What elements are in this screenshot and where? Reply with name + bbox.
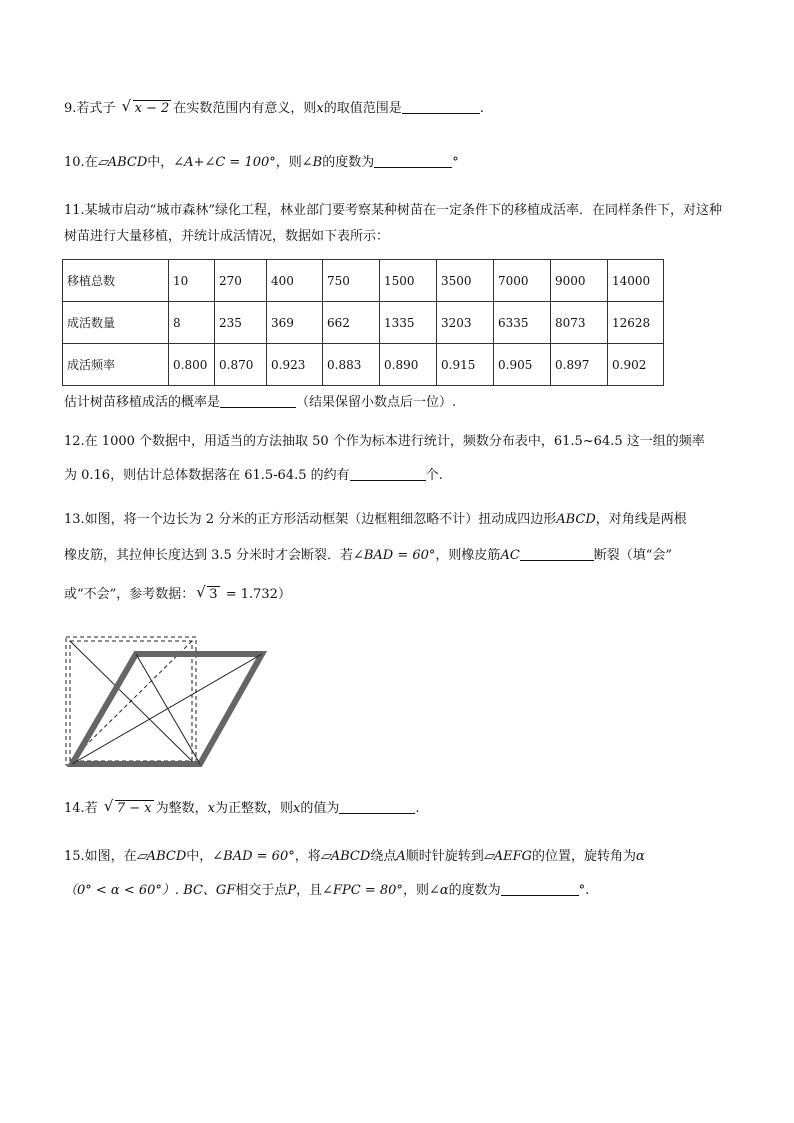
rhombus-diagonal: [136, 654, 200, 764]
q15-angle: ∠BAD = 60°: [212, 849, 295, 864]
q14-number: 14.若: [64, 801, 98, 816]
q11-answer-blank[interactable]: [220, 393, 296, 408]
question-14: [64, 798, 734, 820]
q15-l2-suffix: 的度数为: [448, 883, 501, 898]
q14-mid2: 为正整数，则: [214, 801, 293, 816]
q15-alpha: α: [636, 849, 645, 864]
q12-prefix: 为 0.16，则估计总体数据落在 61.5-64.5 的约有: [64, 468, 350, 483]
table-cell: 12628: [608, 302, 664, 344]
question-12-line2: [64, 465, 734, 487]
q9-sqrt: [122, 98, 172, 120]
question-10: [64, 152, 734, 174]
q9-var: x: [316, 101, 324, 116]
table-cell: 3203: [437, 302, 494, 344]
q13-l3-suffix: ）: [277, 587, 291, 602]
table-row-label: 成活频率: [63, 344, 169, 386]
q14-var: x: [207, 801, 215, 816]
q15-lines: BC、GF: [183, 883, 236, 898]
rhombus-frame-figure: [64, 632, 270, 770]
q10-prefix: 在: [84, 155, 98, 170]
table-cell: 400: [267, 260, 323, 302]
radical-icon: √: [103, 797, 114, 815]
q13-suffix: ，对角线是两根: [595, 512, 687, 527]
q15-l2-mid: .: [174, 883, 184, 898]
table-cell: 0.905: [494, 344, 551, 386]
q15-answer-blank[interactable]: [501, 881, 579, 896]
q10-angle: ∠B: [301, 155, 323, 170]
q10-end: °: [452, 155, 459, 170]
q9-end: .: [479, 101, 484, 116]
table-cell: 3500: [437, 260, 494, 302]
table-cell: 0.923: [267, 344, 323, 386]
q15-l2-mid4: ，则: [402, 883, 429, 898]
q15-shape2: ⏥ABCD: [320, 849, 371, 864]
table-cell: 235: [215, 302, 267, 344]
q14-radicand: 7 − x: [116, 801, 152, 816]
q14-suffix: 的值为: [300, 801, 340, 816]
q15-l2-alpha: ∠α: [428, 883, 449, 898]
q9-answer-blank[interactable]: [402, 99, 480, 114]
q14-sqrt: [104, 798, 154, 820]
q15-l2-mid2: 相交于点: [235, 883, 288, 898]
table-cell: 7000: [494, 260, 551, 302]
q11-prompt-prefix: 估计树苗移植成活的概率是: [64, 395, 221, 410]
q11-prompt-suffix: （结果保留小数点后一位）.: [296, 395, 457, 410]
table-row-label: 移植总数: [63, 260, 169, 302]
table-cell: 10: [169, 260, 215, 302]
q14-answer-blank[interactable]: [339, 799, 415, 814]
q13-answer-blank[interactable]: [520, 546, 594, 561]
q10-mid: 中，: [147, 155, 174, 170]
table-cell: 0.902: [608, 344, 664, 386]
question-13-line1: [64, 509, 734, 531]
question-13-line2: [64, 545, 734, 567]
q15-mid: 中，: [186, 849, 213, 864]
data-table: [62, 259, 664, 386]
q15-prefix: 15.如图，在: [64, 849, 137, 864]
question-12-line1: 12.在 1000 个数据中，用适当的方法抽取 50 个作为标本进行统计，频数分布表中，61.5~64.5 这一组的频率: [64, 434, 705, 449]
q10-answer-blank[interactable]: [374, 153, 452, 168]
q12-answer-blank[interactable]: [350, 466, 426, 481]
q14-var2: x: [292, 801, 301, 816]
table-cell: 369: [267, 302, 323, 344]
q10-mid2: ，则: [275, 155, 302, 170]
q9-mid: 在实数范围内有意义，则: [173, 101, 317, 116]
table-cell: 662: [323, 302, 380, 344]
q13-sqrt: [196, 584, 219, 606]
question-11-prompt: [64, 392, 734, 414]
q9-number: 9.: [64, 101, 77, 116]
table-cell: 9000: [551, 260, 608, 302]
q10-number: 10.: [64, 155, 85, 170]
q12-suffix: 个.: [425, 468, 443, 483]
table-cell: 0.897: [551, 344, 608, 386]
question-9: [64, 98, 734, 120]
q15-mid2: ，将: [294, 849, 321, 864]
table-row: [63, 260, 664, 302]
q15-shape: ⏥ABCD: [136, 849, 187, 864]
q13-angle: ∠BAD = 60°: [352, 548, 436, 563]
q15-mid3: 绕点: [370, 849, 397, 864]
table-cell: 14000: [608, 260, 664, 302]
table-row: [63, 344, 664, 386]
q9-radicand: x − 2: [134, 101, 170, 116]
question-15-line1: [64, 846, 734, 868]
table-cell: 0.800: [169, 344, 215, 386]
question-11: 11.某城市启动“城市森林”绿化工程，林业部门要考察某种树苗在一定条件下的移植成活率．在同样条件下，对这种树苗进行大量移植，并统计成活情况，数据如下表所示：: [64, 203, 722, 244]
q13-segment: AC: [500, 548, 520, 563]
table-cell: 0.890: [380, 344, 437, 386]
table-cell: 750: [323, 260, 380, 302]
table-cell: 6335: [494, 302, 551, 344]
q15-l2-mid3: ，且: [296, 883, 323, 898]
q13-l2-suffix: 断裂（填“会”: [593, 548, 673, 563]
q15-range: （0° < α < 60°）: [64, 883, 175, 898]
q15-suffix: 的位置，旋转角为: [532, 849, 637, 864]
q15-l2-end: °.: [578, 883, 590, 898]
question-15-line2: [64, 880, 734, 902]
q10-condition: ∠A+∠C = 100°: [173, 155, 276, 170]
q13-l2-mid: ，则橡皮筋: [435, 548, 501, 563]
q13-radicand: 3: [209, 587, 218, 602]
q9-prefix: 若式子: [76, 101, 116, 116]
question-13-line3: [64, 584, 734, 606]
table-cell: 8: [169, 302, 215, 344]
radical-icon: √: [196, 583, 206, 601]
q15-point: A: [396, 849, 406, 864]
q10-shape: ⏥ABCD: [97, 155, 148, 170]
radical-icon: √: [121, 97, 132, 115]
q14-end: .: [415, 801, 420, 816]
q10-suffix: 的度数为: [322, 155, 375, 170]
q13-shape: ABCD: [556, 512, 596, 527]
table-cell: 270: [215, 260, 267, 302]
table-cell: 0.883: [323, 344, 380, 386]
table-cell: 8073: [551, 302, 608, 344]
q13-l3-prefix: 或“不会”，参考数据：: [64, 587, 195, 602]
q13-prefix: 13.如图，将一个边长为 2 分米的正方形活动框架（边框粗细忽略不计）扭动成四边形: [64, 512, 557, 527]
q14-mid: 为整数，: [155, 801, 208, 816]
table-row: [63, 302, 664, 344]
q13-value: = 1.732: [221, 587, 278, 602]
table-cell: 0.870: [215, 344, 267, 386]
table-cell: 1500: [380, 260, 437, 302]
table-cell: 1335: [380, 302, 437, 344]
table-cell: 0.915: [437, 344, 494, 386]
q15-shape3: ⏥AEFG: [483, 849, 533, 864]
table-row-label: 成活数量: [63, 302, 169, 344]
q13-l2-prefix: 橡皮筋，其拉伸长度达到 3.5 分米时才会断裂．若: [64, 548, 353, 563]
q15-mid4: 顺时针旋转到: [405, 849, 484, 864]
q15-l2-point: P: [287, 883, 297, 898]
q15-l2-angle: ∠FPC = 80°: [322, 883, 403, 898]
q9-suffix: 的取值范围是: [323, 101, 402, 116]
